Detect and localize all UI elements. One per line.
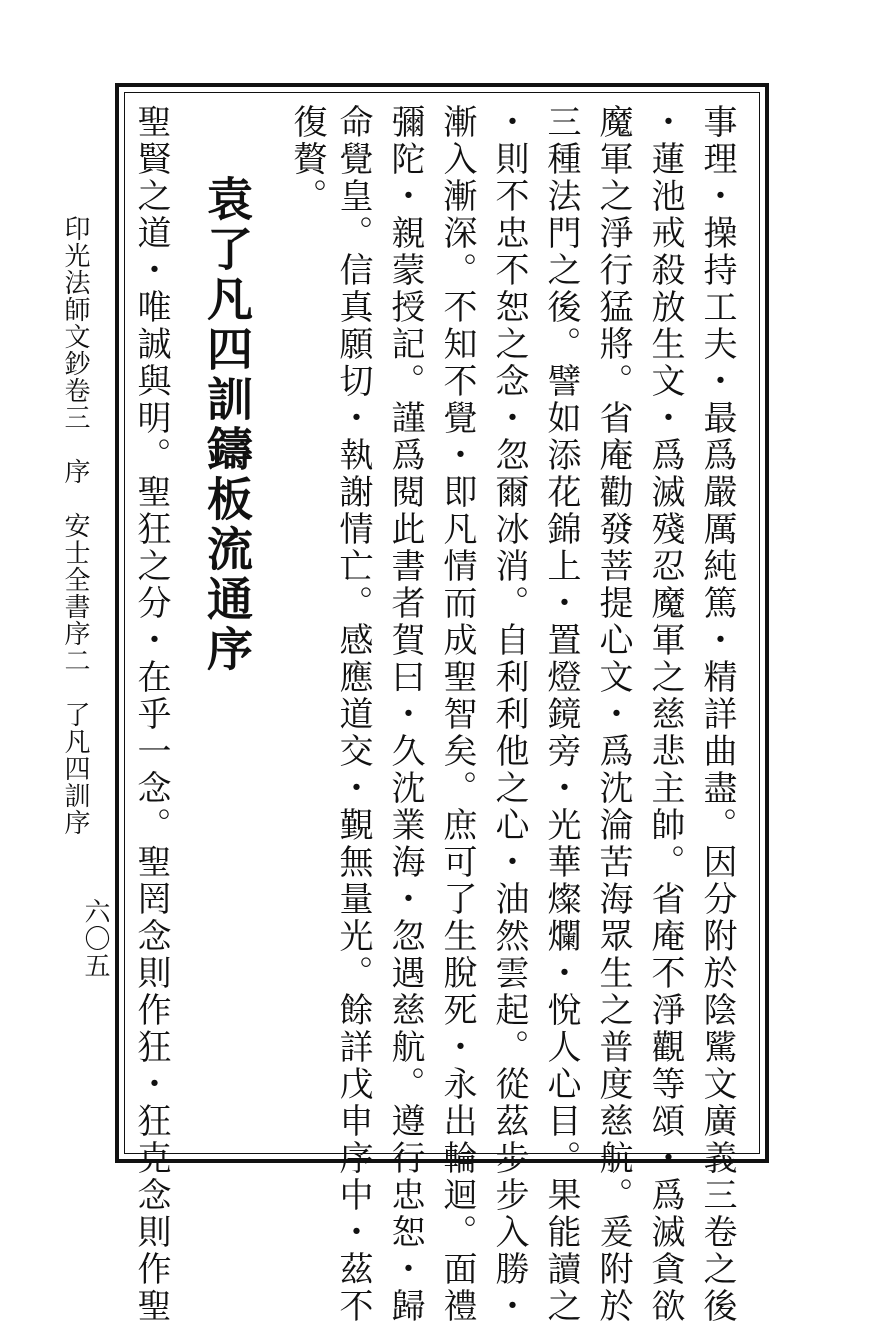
text-column-7: 彌陀・親蒙授記。謹爲閱此書者賀曰・久沈業海・忽遇慈航。遵行忠恕・歸 xyxy=(385,104,425,1325)
text-column-2: ・蓮池戒殺放生文・爲滅殘忍魔軍之慈悲主帥。省庵不淨觀等頌・爲滅貪欲 xyxy=(645,104,685,1325)
page-number: 六〇五 xyxy=(80,898,110,979)
text-column-6: 漸入漸深。不知不覺・即凡情而成聖智矣。庶可了生脫死・永出輪迴。面禮 xyxy=(437,104,477,1325)
text-column-1: 事理・操持工夫・最爲嚴厲純篤・精詳曲盡。因分附於陰騭文廣義三卷之後 xyxy=(697,104,737,1325)
text-column-after-title: 聖賢之道・唯誠與明。聖狂之分・在乎一念。聖罔念則作狂・狂克念則作聖 xyxy=(131,104,171,1325)
text-column-8: 命覺皇。信真願切・執謝情亡。感應道交・覲無量光。餘詳戊申序中・茲不 xyxy=(333,104,373,1325)
text-column-9: 復贅。 xyxy=(287,104,327,215)
text-column-3: 魔軍之淨行猛將。省庵勸發菩提心文・爲沈淪苦海眾生之普度慈航。爰附於 xyxy=(593,104,633,1325)
text-column-4: 三種法門之後。譬如添花錦上・置燈鏡旁・光華燦爛・悅人心目。果能讀之 xyxy=(541,104,581,1325)
running-head: 印光法師文鈔卷三 序 安士全書序二 了凡四訓序 xyxy=(60,215,90,836)
section-title: 袁了凡四訓鑄板流通序 xyxy=(200,175,254,675)
text-column-5: ・則不忠不恕之念・忽爾冰消。自利利他之心・油然雲起。從茲步步入勝・ xyxy=(489,104,529,1325)
